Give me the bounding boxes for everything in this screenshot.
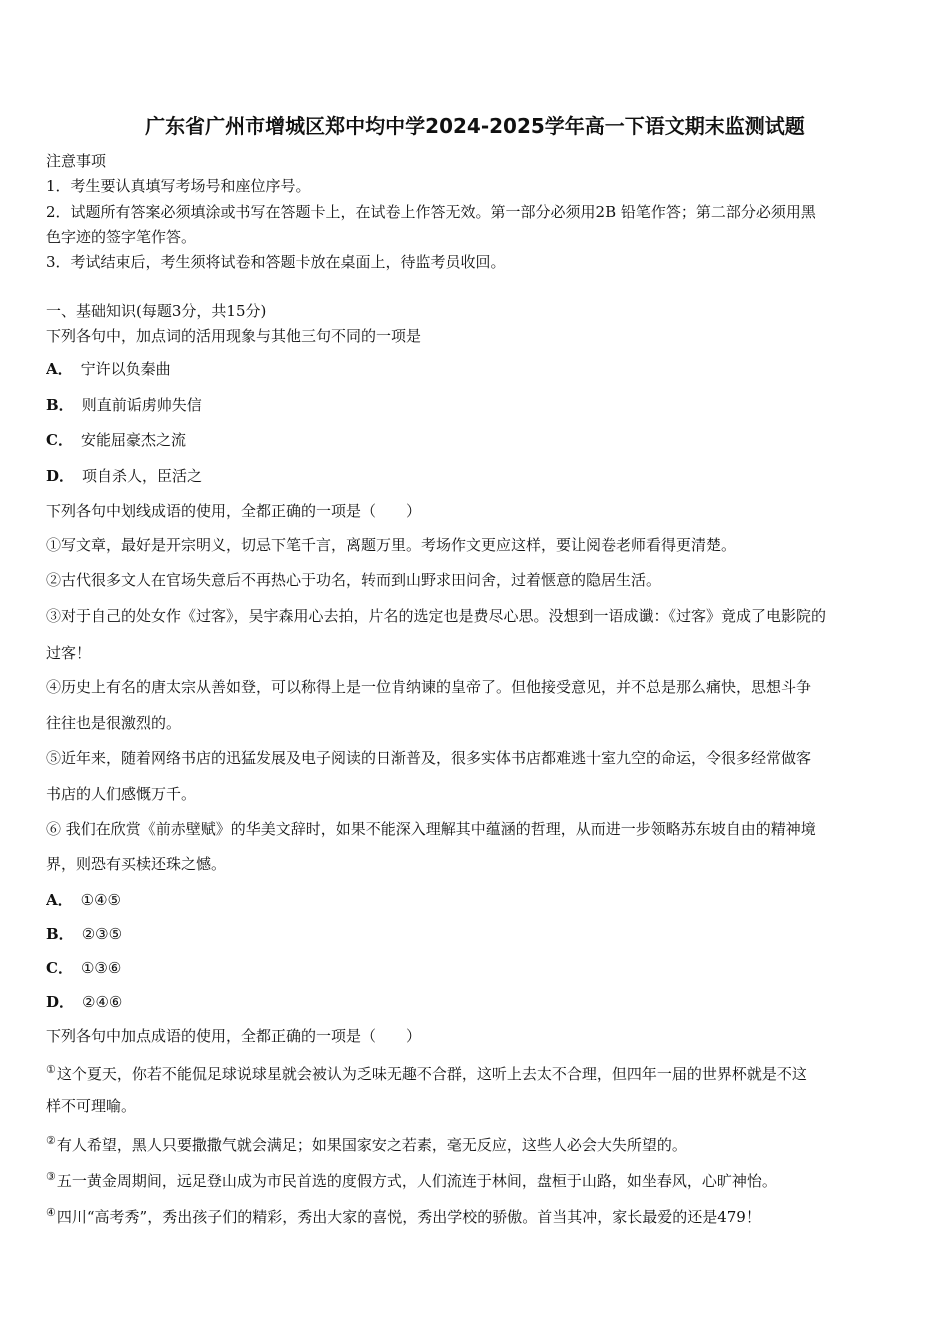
item-marker: ②	[46, 1134, 56, 1147]
q3-line-2	[46, 1130, 908, 1156]
notice-item-2: 2．试题所有答案必须填涂或书写在答题卡上，在试卷上作答无效。第一部分必须用2B 铅笔作答；第二部分必须用黑	[46, 203, 816, 221]
q2-option-b	[46, 923, 908, 945]
section-heading: 一、基础知识(每题3分，共15分)	[46, 302, 267, 320]
q2-line-2: ②古代很多文人在官场失意后不再热心于功名，转而到山野求田问舍，过着惬意的隐居生活。	[46, 571, 662, 589]
notice-item-1: 1．考生要认真填写考场号和座位序号。	[46, 177, 311, 195]
item-text: 样不可理喻。	[46, 1097, 137, 1115]
page-title: 广东省广州市增城区郑中均中学2024-2025学年高一下语文期末监测试题	[145, 114, 805, 138]
option-letter: D．	[46, 993, 75, 1011]
q3-line-3	[46, 1166, 908, 1192]
q3-line-1	[46, 1059, 908, 1085]
q1-option-a	[46, 358, 908, 380]
q2-line-5-cont: 书店的人们感慨万千。	[46, 785, 197, 803]
q1-option-d	[46, 465, 908, 487]
q2-option-a	[46, 889, 908, 911]
item-text: 有人希望，黑人只要撒撒气就会满足；如果国家安之若素，毫无反应，这些人必会大失所望的。	[56, 1136, 687, 1154]
item-marker: ①	[46, 1063, 56, 1076]
notice-heading: 注意事项	[46, 152, 107, 170]
q2-line-4: ④历史上有名的唐太宗从善如登，可以称得上是一位肯纳谏的皇帝了。但他接受意见，并不总是那么痛快，思想斗争	[46, 678, 812, 696]
q2-line-5: ⑤近年来，随着网络书店的迅猛发展及电子阅读的日渐普及，很多实体书店都难逃十室九空的命运，令很多经常做客	[46, 749, 812, 767]
option-text: 项自杀人，臣活之	[82, 467, 203, 485]
q2-line-1: ①写文章，最好是开宗明义，切忌下笔千言，离题万里。考场作文更应这样，要让阅卷老师看得更清楚。	[46, 536, 737, 554]
q2-line-3: ③对于自己的处女作《过客》，吴宇森用心去拍，片名的选定也是费尽心思。没想到一语成谶：《过客》竟成了电影院的	[46, 607, 827, 625]
item-text: 四川“高考秀”，秀出孩子们的精彩，秀出大家的喜悦，秀出学校的骄傲。首当其冲，家长最爱的还是479！	[56, 1208, 761, 1226]
option-letter: D．	[46, 467, 75, 485]
option-text: ②④⑥	[82, 993, 123, 1011]
option-letter: C．	[46, 959, 73, 977]
option-text: 安能屈豪杰之流	[80, 431, 186, 449]
option-letter: C．	[46, 431, 73, 449]
q2-stem: 下列各句中划线成语的使用，全都正确的一项是（ ）	[46, 502, 422, 520]
option-text: 宁许以负秦曲	[80, 360, 171, 378]
option-letter: A．	[46, 360, 73, 378]
q2-line-3-cont: 过客！	[46, 644, 92, 662]
q2-line-6: ⑥ 我们在欣赏《前赤壁赋》的华美文辞时，如果不能深入理解其中蕴涵的哲理，从而进一步领略苏东坡自由的精神境	[46, 820, 816, 838]
notice-item-3: 3．考试结束后，考生须将试卷和答题卡放在桌面上，待监考员收回。	[46, 253, 506, 271]
option-letter: B．	[46, 396, 74, 414]
notice-item-2-cont: 色字迹的签字笔作答。	[46, 228, 197, 246]
option-text: 则直前诟虏帅失信	[81, 396, 202, 414]
item-marker: ④	[46, 1206, 56, 1219]
option-text: ①④⑤	[80, 891, 121, 909]
q2-line-4-cont: 往往也是很激烈的。	[46, 714, 182, 732]
q1-stem: 下列各句中，加点词的活用现象与其他三句不同的一项是	[46, 327, 422, 345]
option-letter: A．	[46, 891, 73, 909]
q3-line-4	[46, 1202, 908, 1228]
q2-option-c	[46, 957, 908, 979]
q1-option-b	[46, 394, 908, 416]
option-letter: B．	[46, 925, 74, 943]
item-text: 这个夏天，你若不能侃足球说球星就会被认为乏味无趣不合群，这听上去太不合理，但四年一届的世界杯就是不这	[56, 1065, 807, 1083]
item-text: 五一黄金周期间，远足登山成为市民首选的度假方式，人们流连于林间，盘桓于山路，如坐春风，心旷神怡。	[56, 1172, 777, 1190]
q1-option-c	[46, 429, 908, 451]
q3-stem: 下列各句中加点成语的使用，全都正确的一项是（ ）	[46, 1027, 422, 1045]
item-marker: ③	[46, 1170, 56, 1183]
option-text: ②③⑤	[81, 925, 123, 943]
q2-line-6-cont: 界，则恐有买椟还珠之憾。	[46, 855, 227, 873]
option-text: ①③⑥	[80, 959, 122, 977]
q2-option-d	[46, 991, 908, 1013]
q3-line-1-cont	[46, 1095, 908, 1117]
